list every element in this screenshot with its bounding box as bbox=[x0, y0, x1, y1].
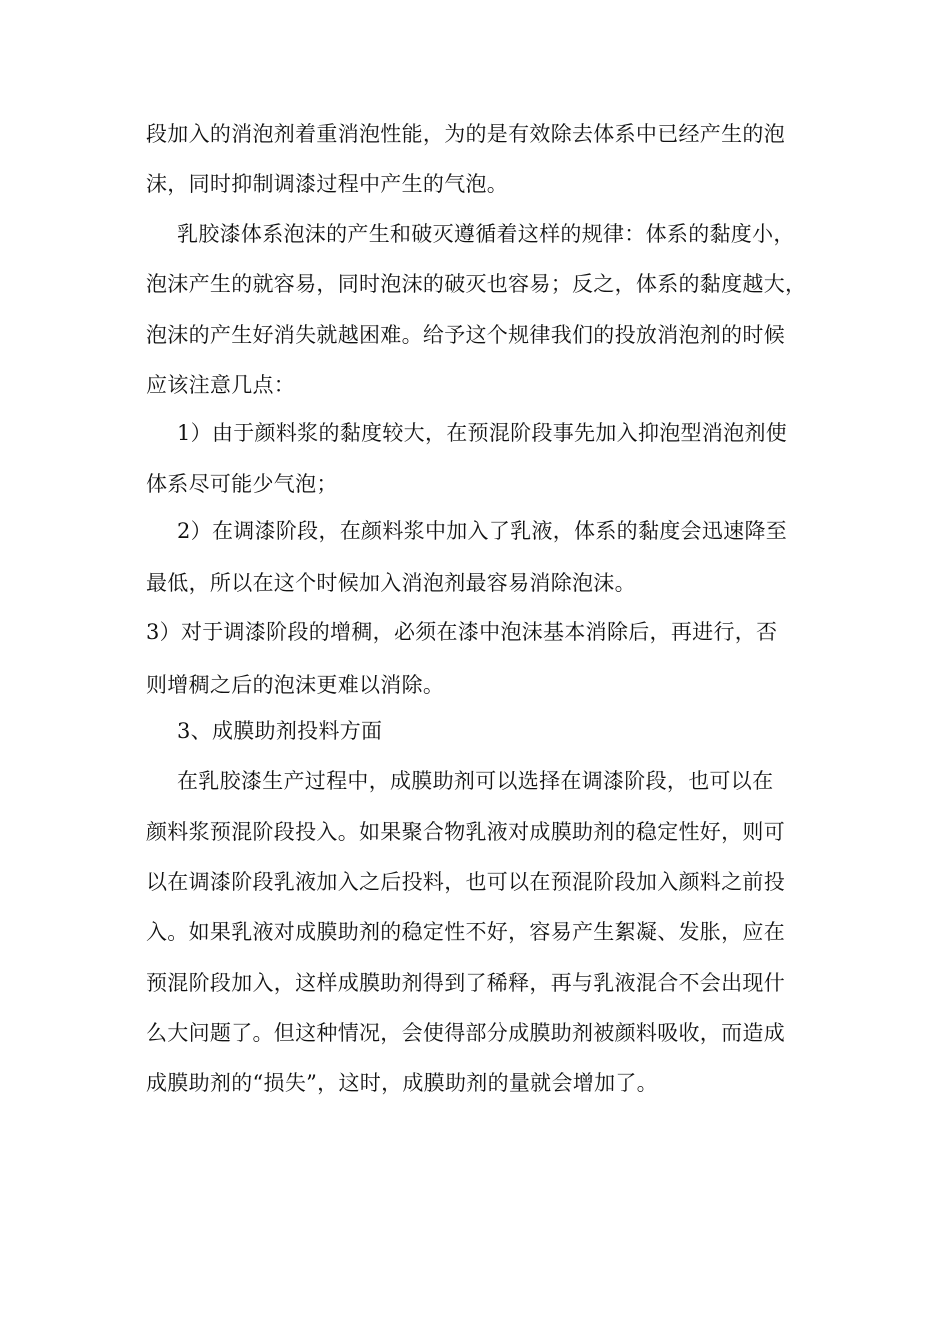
section-heading: 3、成膜助剂投料方面 bbox=[177, 719, 383, 743]
text-line: 应该注意几点： bbox=[146, 373, 296, 397]
text-line: 入。如果乳液对成膜助剂的稳定性不好，容易产生絮凝、发胀，应在 bbox=[146, 920, 785, 944]
list-item: 3）对于调漆阶段的增稠，必须在漆中泡沫基本消除后，再进行，否 bbox=[146, 620, 778, 644]
text-line: 段加入的消泡剂着重消泡性能，为的是有效除去体系中已经产生的泡 bbox=[146, 122, 785, 146]
text-line: 则增稠之后的泡沫更难以消除。 bbox=[146, 673, 445, 697]
text-line: 颜料浆预混阶段投入。如果聚合物乳液对成膜助剂的稳定性好，则可 bbox=[146, 820, 785, 844]
text-line: 最低，所以在这个时候加入消泡剂最容易消除泡沫。 bbox=[146, 571, 636, 595]
text-line: 沫，同时抑制调漆过程中产生的气泡。 bbox=[146, 172, 509, 196]
text-line: 预混阶段加入，这样成膜助剂得到了稀释，再与乳液混合不会出现什 bbox=[146, 971, 785, 995]
list-item: 2）在调漆阶段，在颜料浆中加入了乳液，体系的黏度会迅速降至 bbox=[177, 519, 788, 543]
list-item: 1）由于颜料浆的黏度较大，在预混阶段事先加入抑泡型消泡剂使 bbox=[177, 421, 788, 445]
text-line: 以在调漆阶段乳液加入之后投料，也可以在预混阶段加入颜料之前投 bbox=[146, 870, 785, 894]
text-line: 泡沫产生的就容易，同时泡沫的破灭也容易；反之，体系的黏度越大， bbox=[146, 272, 807, 296]
text-line: 成膜助剂的“损失”，这时，成膜助剂的量就会增加了。 bbox=[146, 1071, 658, 1095]
text-line: 么大问题了。但这种情况，会使得部分成膜助剂被颜料吸收，而造成 bbox=[146, 1021, 785, 1045]
text-line: 乳胶漆体系泡沫的产生和破灭遵循着这样的规律：体系的黏度小， bbox=[177, 222, 795, 246]
text-line: 在乳胶漆生产过程中，成膜助剂可以选择在调漆阶段，也可以在 bbox=[177, 769, 774, 793]
text-line: 体系尽可能少气泡； bbox=[146, 472, 338, 496]
text-line: 泡沫的产生好消失就越困难。给予这个规律我们的投放消泡剂的时候 bbox=[146, 323, 785, 347]
